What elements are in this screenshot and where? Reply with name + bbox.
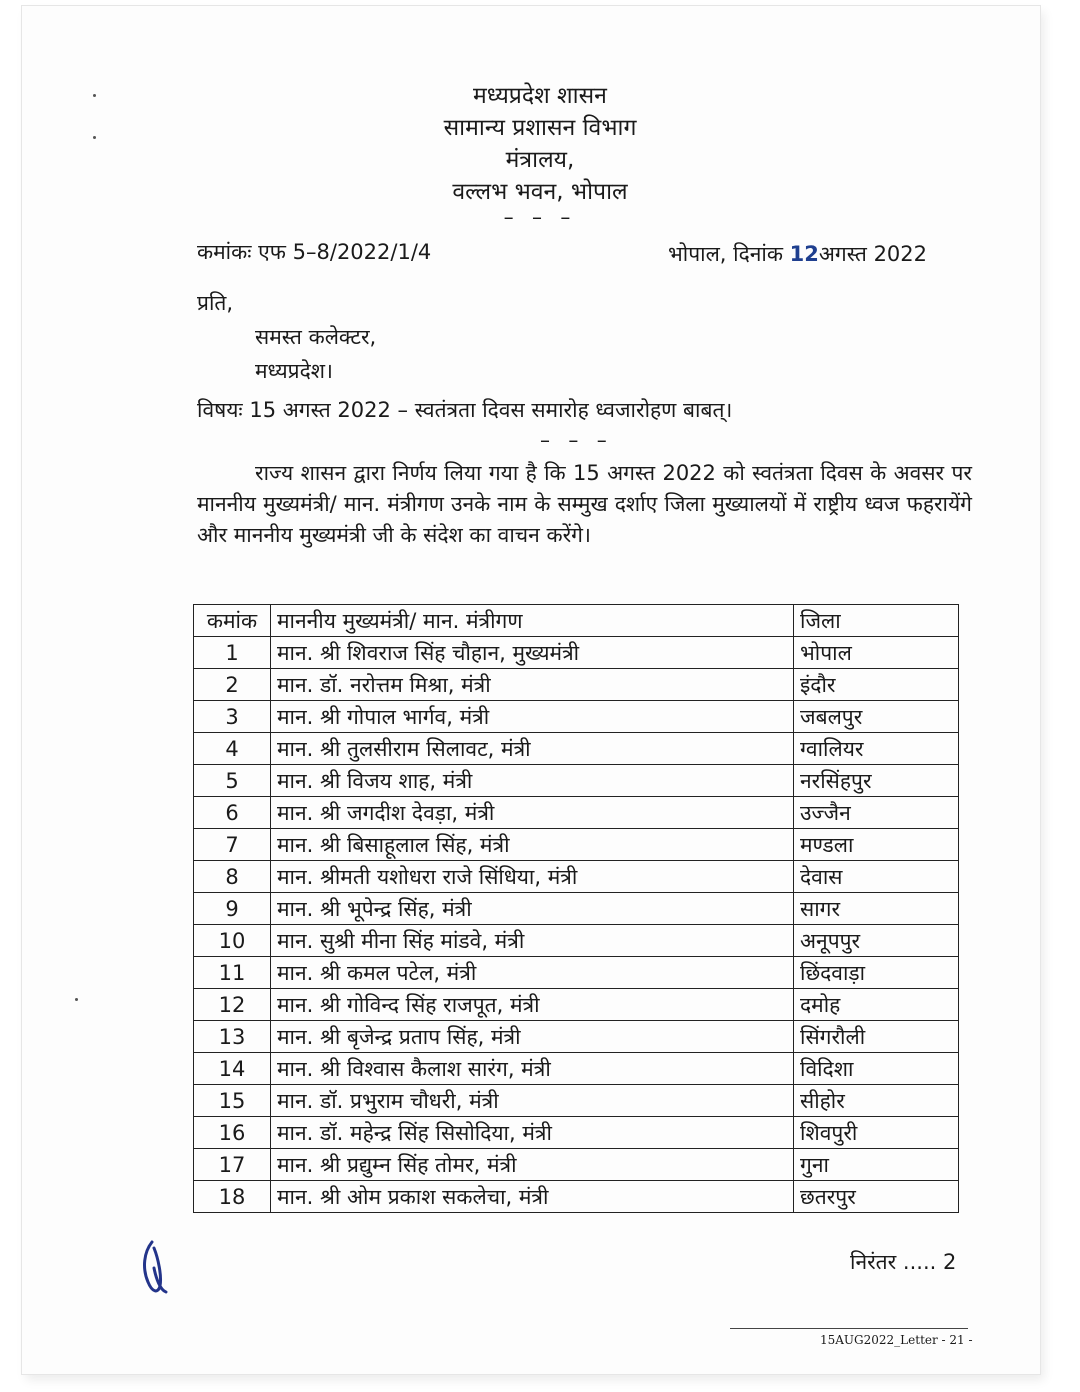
minister-name: मान. श्री भूपेन्द्र सिंह, मंत्री: [271, 893, 794, 925]
recipient-prati: प्रति,: [197, 291, 234, 315]
district-name: छिंदवाड़ा: [794, 957, 959, 989]
table-row: [194, 925, 959, 957]
table-row: [194, 1149, 959, 1181]
minister-name: मान. श्री गोविन्द सिंह राजपूत, मंत्री: [271, 989, 794, 1021]
district-name: शिवपुरी: [794, 1117, 959, 1149]
column-header: कमांक: [194, 605, 271, 637]
minister-name: मान. श्री विश्वास कैलाश सारंग, मंत्री: [271, 1053, 794, 1085]
footer-label: 15AUG2022_Letter - 21 -: [820, 1333, 973, 1347]
minister-name: मान. डॉ. महेन्द्र सिंह सिसोदिया, मंत्री: [271, 1117, 794, 1149]
row-number: 12: [194, 989, 271, 1021]
table-row: [194, 669, 959, 701]
row-number: 13: [194, 1021, 271, 1053]
minister-name: मान. श्रीमती यशोधरा राजे सिंधिया, मंत्री: [271, 861, 794, 893]
recipient-line: समस्त कलेक्टर,: [255, 325, 377, 349]
district-name: छतरपुर: [794, 1181, 959, 1213]
minister-name: मान. श्री प्रद्युम्न सिंह तोमर, मंत्री: [271, 1149, 794, 1181]
letterhead-line: मध्यप्रदेश शासन: [473, 83, 607, 109]
scan-speck: [75, 998, 78, 1001]
row-number: 17: [194, 1149, 271, 1181]
table-row: [194, 1021, 959, 1053]
district-name: भोपाल: [794, 637, 959, 669]
minister-name: मान. श्री शिवराज सिंह चौहान, मुख्यमंत्री: [271, 637, 794, 669]
table-row: [194, 893, 959, 925]
minister-name: मान. श्री गोपाल भार्गव, मंत्री: [271, 701, 794, 733]
row-number: 10: [194, 925, 271, 957]
district-name: देवास: [794, 861, 959, 893]
footer-divider: [730, 1328, 968, 1329]
letterhead-line: सामान्य प्रशासन विभाग: [443, 115, 637, 141]
district-name: दमोह: [794, 989, 959, 1021]
row-number: 14: [194, 1053, 271, 1085]
row-number: 2: [194, 669, 271, 701]
minister-name: मान. श्री विजय शाह, मंत्री: [271, 765, 794, 797]
separator: – – –: [503, 205, 577, 229]
district-name: सीहोर: [794, 1085, 959, 1117]
separator: – – –: [540, 428, 613, 452]
table-row: [194, 733, 959, 765]
table-row: [194, 861, 959, 893]
minister-name: मान. श्री बृजेन्द्र प्रताप सिंह, मंत्री: [271, 1021, 794, 1053]
letter-date: [668, 240, 927, 268]
table-header-row: [194, 605, 959, 637]
table-row: [194, 1117, 959, 1149]
continued-marker: निरंतर ..... 2: [850, 1250, 957, 1274]
row-number: 18: [194, 1181, 271, 1213]
row-number: 11: [194, 957, 271, 989]
table-row: [194, 637, 959, 669]
minister-name: मान. डॉ. प्रभुराम चौधरी, मंत्री: [271, 1085, 794, 1117]
body-paragraph: राज्य शासन द्वारा निर्णय लिया गया है कि 15 अगस्त 2022 को स्वतंत्रता दिवस के अवसर पर माननीय मुख्यमंत्री/ मान. मंत्रीगण उनके नाम के सम्मुख दर्शाए जिला मुख्यालयों में राष्ट्रीय ध्वज फहरायेंगे और माननीय मुख्यमंत्री जी के संदेश का वाचन करेंगे।: [197, 461, 972, 547]
column-header: माननीय मुख्यमंत्री/ मान. मंत्रीगण: [271, 605, 794, 637]
table-row: [194, 701, 959, 733]
ministers-table: [193, 604, 959, 1213]
table-row: [194, 957, 959, 989]
recipient-block: [197, 286, 376, 388]
table-row: [194, 1085, 959, 1117]
minister-name: मान. सुश्री मीना सिंह मांडवे, मंत्री: [271, 925, 794, 957]
district-name: सिंगरौली: [794, 1021, 959, 1053]
district-name: विदिशा: [794, 1053, 959, 1085]
row-number: 6: [194, 797, 271, 829]
date-suffix: अगस्त 2022: [818, 242, 928, 266]
district-name: नरसिंहपुर: [794, 765, 959, 797]
row-number: 4: [194, 733, 271, 765]
letterhead-line: वल्लभ भवन, भोपाल: [452, 179, 628, 205]
table-row: [194, 765, 959, 797]
letterhead-line: मंत्रालय,: [505, 147, 575, 173]
column-header: जिला: [794, 605, 959, 637]
district-name: इंदौर: [794, 669, 959, 701]
letterhead: [0, 80, 1080, 229]
row-number: 9: [194, 893, 271, 925]
table-row: [194, 1181, 959, 1213]
minister-name: मान. डॉ. नरोत्तम मिश्रा, मंत्री: [271, 669, 794, 701]
row-number: 3: [194, 701, 271, 733]
district-name: गुना: [794, 1149, 959, 1181]
minister-name: मान. श्री तुलसीराम सिलावट, मंत्री: [271, 733, 794, 765]
district-name: उज्जैन: [794, 797, 959, 829]
row-number: 1: [194, 637, 271, 669]
district-name: सागर: [794, 893, 959, 925]
district-name: ग्वालियर: [794, 733, 959, 765]
row-number: 8: [194, 861, 271, 893]
row-number: 5: [194, 765, 271, 797]
row-number: 16: [194, 1117, 271, 1149]
recipient-line: मध्यप्रदेश।: [255, 359, 333, 383]
district-name: अनूपपुर: [794, 925, 959, 957]
minister-name: मान. श्री ओम प्रकाश सकलेचा, मंत्री: [271, 1181, 794, 1213]
date-day: 12: [789, 242, 819, 266]
row-number: 7: [194, 829, 271, 861]
table-row: [194, 829, 959, 861]
date-prefix: भोपाल, दिनांक: [668, 242, 790, 266]
table-row: [194, 989, 959, 1021]
minister-name: मान. श्री कमल पटेल, मंत्री: [271, 957, 794, 989]
row-number: 15: [194, 1085, 271, 1117]
handwritten-signature-icon: [138, 1238, 178, 1298]
subject-line: विषयः 15 अगस्त 2022 – स्वतंत्रता दिवस समारोह ध्वजारोहण बाबत्।: [197, 398, 733, 422]
table-row: [194, 797, 959, 829]
minister-name: मान. श्री जगदीश देवड़ा, मंत्री: [271, 797, 794, 829]
district-name: मण्डला: [794, 829, 959, 861]
reference-number: कमांकः एफ 5–8/2022/1/4: [197, 240, 432, 264]
table-row: [194, 1053, 959, 1085]
minister-name: मान. श्री बिसाहूलाल सिंह, मंत्री: [271, 829, 794, 861]
district-name: जबलपुर: [794, 701, 959, 733]
